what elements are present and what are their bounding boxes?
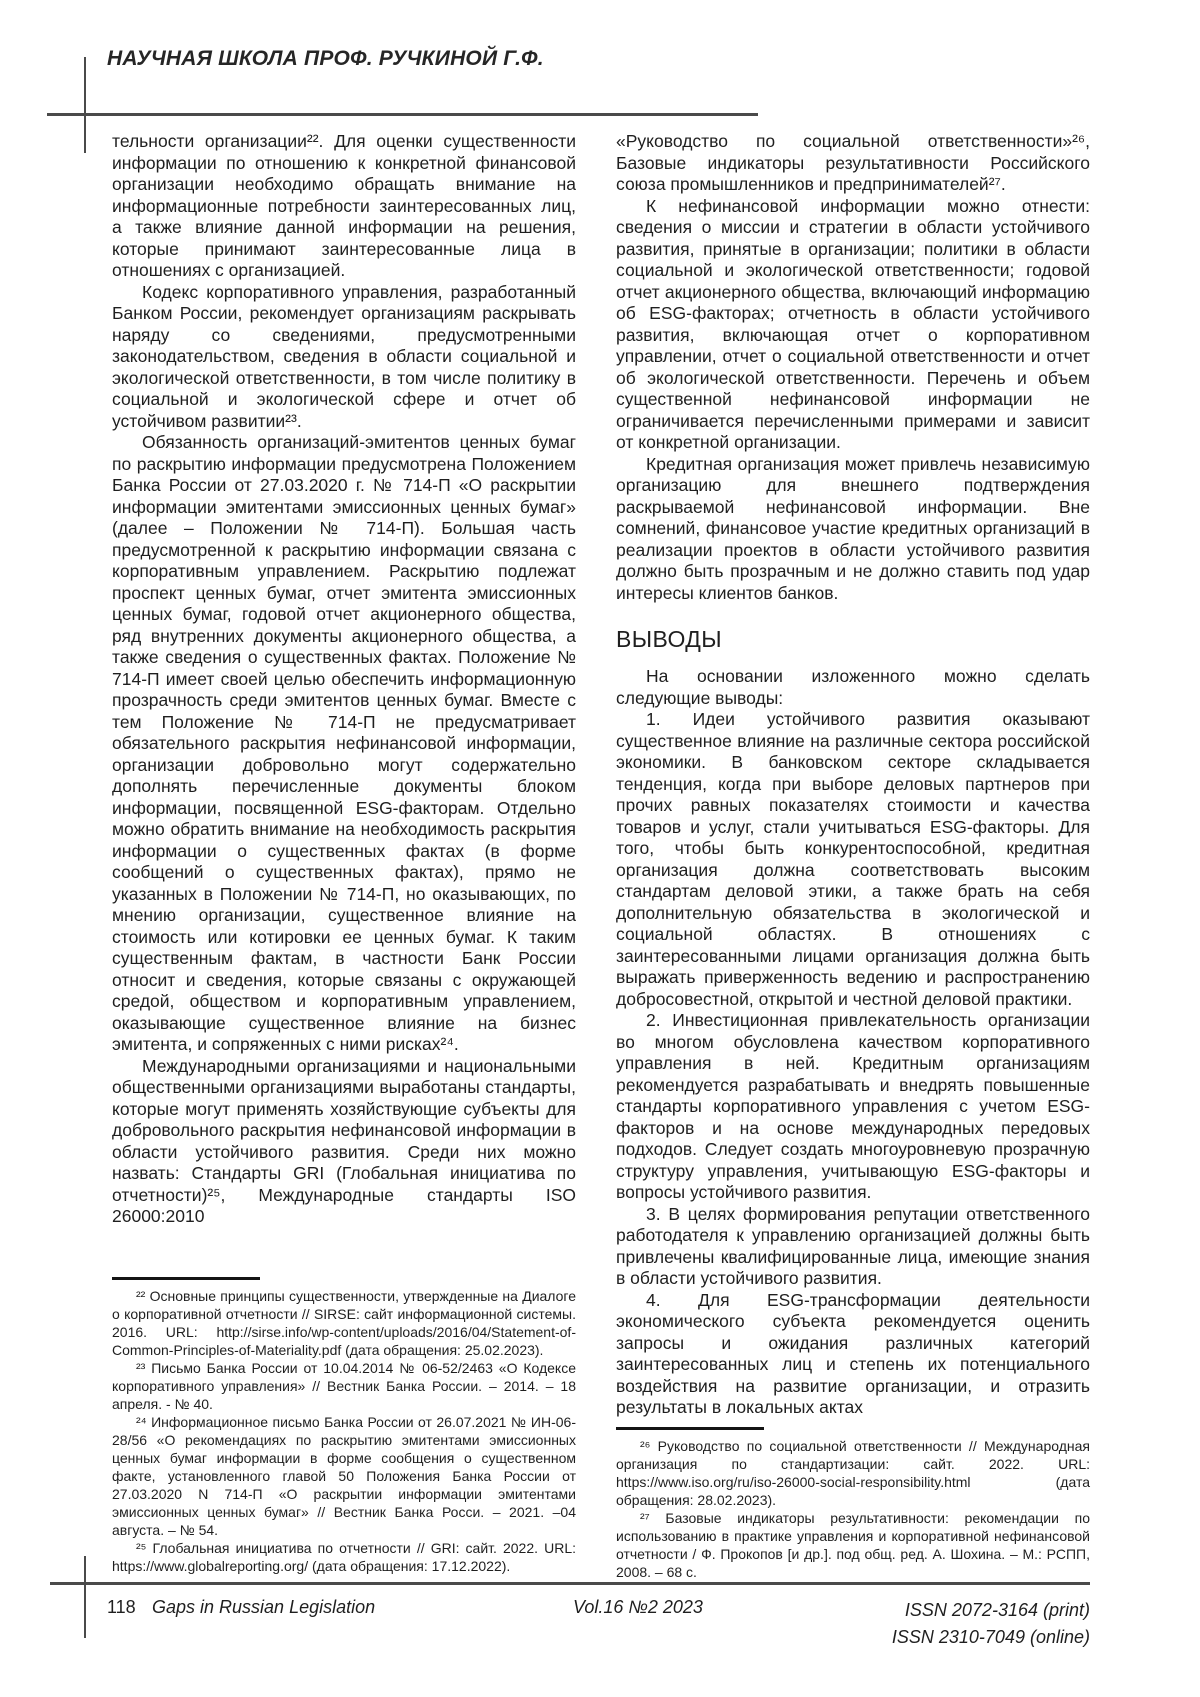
footnote: ²⁶ Руководство по социальной ответственности // Международная организация по стандартизации: сайт. 2022. URL: https://www.iso.org/ru/iso-26000-social-responsibility.html (дата обращения: 28.02.2023). (616, 1437, 1090, 1508)
running-head: НАУЧНАЯ ШКОЛА ПРОФ. РУЧКИНОЙ Г.Ф. (107, 47, 544, 70)
paragraph: Обязанность организаций-эмитентов ценных бумаг по раскрытию информации предусмотрена Положением Банка России от 27.03.2020 г. № 714-П «О раскрытии информации эмитентами эмиссионных ценных бумаг» (далее – Положении № 714-П). Большая часть предусмотренной к раскрытию информации связана с корпоративным управлением. Раскрытию подлежат проспект ценных бумаг, отчет эмитента эмиссионных ценных бумаг, годовой отчет акционерного общества, ряд внутренних документы акционерного общества, а также сведения о существенных фактах. Положение № 714-П имеет своей целью обеспечить информационную прозрачность среди эмитентов ценных бумаг. Вместе с тем Положение № 714-П не предусматривает обязательного раскрытия нефинансовой информации, организации добровольно могут содержательно дополнять перечисленные документы блоком информации, посвященной ESG-факторам. Отдельно можно обратить внимание на необходимость раскрытия информации о существенных фактах (в форме сообщений о существенных фактах), прямо не указанных в Положении № 714-П, но оказывающих, по мнению организации, существенное влияние на стоимость или котировки ее ценных бумаг. К таким существенным фактам, в частности Банк России относит и сведения, которые связаны с окружающей средой, обществом и корпоративным управлением, оказывающие существенное влияние на бизнес эмитента, и сопряженных с ними рисках²⁴. (112, 432, 576, 1054)
bottom-left-margin-rule (84, 1556, 86, 1638)
conclusions-heading: ВЫВОДЫ (616, 626, 723, 652)
left-footnote-list (112, 1287, 576, 1575)
paragraph: тельности организации²². Для оценки существенности информации по отношению к конкретной финансовой организации необходимо обращать внимание на информационные потребности заинтересованных лиц, а также влияние данной информации на решения, которые принимают заинтересованные лица в отношениях с организацией. (112, 131, 576, 280)
footer-rule (50, 1582, 1090, 1585)
header-rule (47, 113, 758, 116)
top-left-margin-rule (84, 57, 86, 153)
paragraph: «Руководство по социальной ответственности»²⁶, Базовые индикаторы результативности Российского союза промышленников и предпринимателей²⁷. (616, 131, 1090, 194)
left-footnote-group (112, 1269, 576, 1575)
footnote: ²⁷ Базовые индикаторы результативности: рекомендации по использованию в практике управления и корпоративной нефинансовой отчетности / Ф. Прокопов [и др.]. под общ. ред. А. Шохина. – М.: РСПП, 2008. – 68 с. (616, 1509, 1090, 1580)
left-column (112, 131, 576, 1575)
footnote-separator (112, 1277, 260, 1280)
paragraph: 4. Для ESG-трансформации деятельности экономического субъекта рекомендуется оценить запросы и ожидания различных категорий заинтересованных лиц и степень их потенциального воздействия на развитие организации, и отразить результаты в локальных актах (616, 1289, 1090, 1417)
paragraph: 3. В целях формирования репутации ответственного работодателя к управлению организацией должны быть привлечены квалифицированные лица, имеющие знания в области устойчивого развития. (616, 1203, 1090, 1288)
right-footnote-list (616, 1437, 1090, 1581)
journal-title: Gaps in Russian Legislation (152, 1597, 376, 1617)
issn-block (892, 1597, 1090, 1651)
paragraph: Кодекс корпоративного управления, разработанный Банком России, рекомендует организациям раскрывать наряду со сведениями, предусмотренными законодательством, сведения в области социальной и экологической ответственности, в том числе политику в социальной и экологической сфере и отчет об устойчивом развитии²³. (112, 281, 576, 431)
paragraph: 2. Инвестиционная привлекательность организации во многом обусловлена качеством корпоративного управления в ней. Кредитным организациям рекомендуется разрабатывать и внедрять повышенные стандарты корпоративного управления с учетом ESG-факторов и на основе международных передовых подходов. Следует создать многоуровневую прозрачную структуру управления, учитывающую ESG-факторы и вопросы устойчивого развития. (616, 1010, 1090, 1202)
paragraph: Международными организациями и национальными общественными организациями выработаны стандарты, которые могут применять хозяйствующие субъекты для добровольного раскрытия нефинансовой информации в области устойчивого развития. Среди них можно назвать: Стандарты GRI (Глобальная инициатива по отчетности)²⁵, Международные стандарты ISO 26000:2010 (112, 1055, 576, 1226)
footnote-separator (616, 1427, 764, 1430)
right-footnote-group (616, 1419, 1090, 1581)
footnote: ²⁴ Информационное письмо Банка России от 26.07.2021 № ИН-06-28/56 «О рекомендациях по раскрытию эмитентами эмиссионных ценных бумаг информации в форме сообщения о существенном факте, установленного главой 50 Положения Банка России от 27.03.2020 N 714-П «О раскрытии информации эмитентами эмиссионных ценных бумаг» // Вестник Банка Росси. – 2021. –04 августа. – № 54. (112, 1414, 576, 1538)
paragraph: На основании изложенного можно сделать следующие выводы: (616, 666, 1090, 708)
issn-print: ISSN 2072-3164 (print) (904, 1600, 1090, 1620)
right-column-body (616, 131, 1090, 1419)
footnote: ²³ Письмо Банка России от 10.04.2014 № 06-52/2463 «О Кодексе корпоративного управления» // Вестник Банка России. – 2014. – 18 апреля. - № 40. (112, 1360, 576, 1412)
volume-issue: Vol.16 №2 2023 (573, 1597, 703, 1617)
paragraph: К нефинансовой информации можно отнести: сведения о миссии и стратегии в области устойчивого развития, принятые в организации; политики в области социальной и экологической ответственности; годовой отчет акционерного общества, включающий информацию об ESG-факторах; отчетность в области устойчивого развития, включающая отчет о корпоративном управлении, отчет о социальной ответственности и отчет об экологической ответственности. Перечень и объем существенной нефинансовой информации не ограничивается перечисленными примерами и зависит от конкретной организации. (616, 195, 1090, 452)
left-column-body (112, 131, 576, 1228)
paragraph: 1. Идеи устойчивого развития оказывают существенное влияние на различные сектора российской экономики. В банковском секторе складывается тенденция, когда при выборе деловых партнеров при прочих равных показателях стоимости и качества товаров и услуг, стали учитываться ESG-факторы. Для того, чтобы быть конкурентоспособной, кредитная организация должна соответствовать высоким стандартам деловой этики, а также брать на себя дополнительную обязательства в экологической и социальной областях. В отношениях с заинтересованными лицами организация должна быть выражать приверженность ведению и распространению добросовестной, открытой и честной деловой практики. (616, 709, 1090, 1009)
right-column (616, 131, 1090, 1580)
footnote: ²² Основные принципы существенности, утвержденные на Диалоге о корпоративной отчетности // SIRSE: сайт информационной системы. 2016. URL: http://sirse.info/wp-content/uploads/2016/04/Statement-of-Common-Principles-of-Materiality.pdf (дата обращения: 25.02.2023). (112, 1288, 576, 1358)
issn-online: ISSN 2310-7049 (online) (891, 1627, 1090, 1647)
paragraph: Кредитная организация может привлечь независимую организацию для внешнего подтверждения раскрываемой нефинансовой информации. Вне сомнений, финансовое участие кредитных организаций в реализации проектов в области устойчивого развития должно быть прозрачным и не должно ставить под удар интересы клиентов банков. (616, 453, 1090, 603)
page-number: 118 (107, 1597, 136, 1617)
footnote: ²⁵ Глобальная инициатива по отчетности // GRI: сайт. 2022. URL: https://www.globalreporting.org/ (дата обращения: 17.12.2022). (112, 1540, 576, 1574)
